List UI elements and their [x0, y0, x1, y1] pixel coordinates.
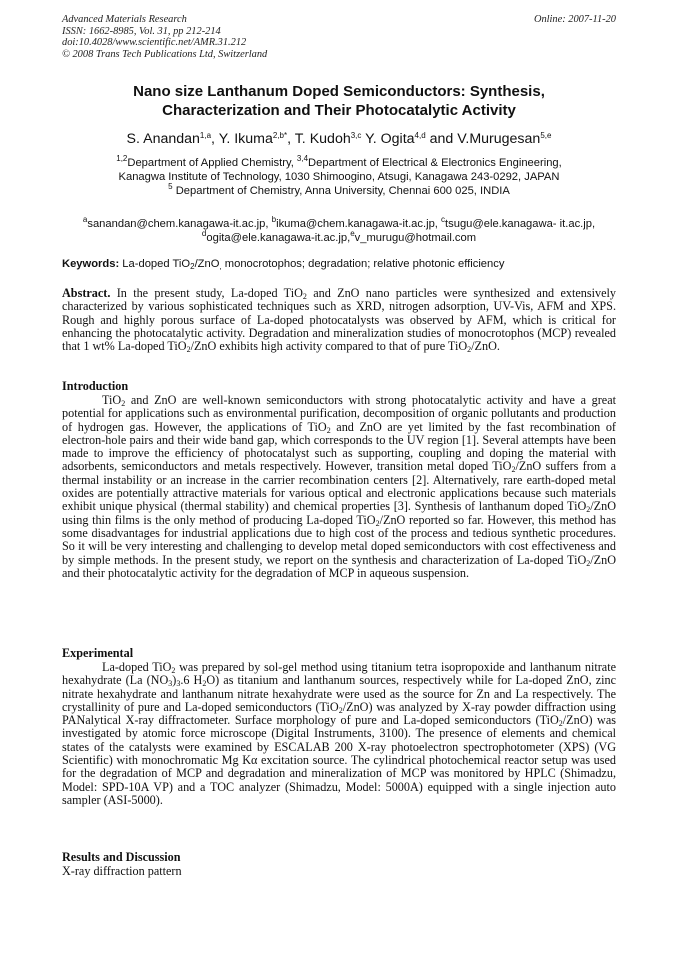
author-emails	[70, 217, 608, 245]
exp-text: was prepared by sol-gel method using titanium tetra isopropoxide and lanthanum nitrate hexahydrate (La (NO	[62, 660, 616, 688]
subscript: 2	[511, 465, 516, 475]
author-affil-sup: 1,a	[199, 131, 212, 140]
subsection-xrd: X-ray diffraction pattern	[62, 864, 182, 878]
intro-text: and ZnO are well-known semiconductors with strong photocatalytic activity and have a great potential for applications such as environmental purification, decomposition of organic pollutants and production of hydrogen gas. However, the applications of TiO	[62, 393, 616, 434]
email-link[interactable]: ikuma@chem.kanagawa-it.ac.jp,	[276, 218, 438, 230]
affil-electrical: Department of Electrical & Electronics Engineering,	[308, 157, 562, 169]
abstract-text: In the present study, La-doped TiO	[110, 286, 303, 300]
section-heading-results: Results and Discussion	[62, 850, 181, 864]
copyright-line: © 2008 Trans Tech Publications Ltd, Switzerland	[62, 48, 268, 60]
email-link[interactable]: v_murugu@hotmail.com	[354, 232, 477, 244]
intro-text: /ZnO using thin films is the only method of producing La-doped TiO	[62, 499, 616, 527]
section-heading-introduction: Introduction	[62, 379, 129, 393]
affiliation-line-1	[62, 156, 616, 170]
author-separator: ,	[211, 131, 219, 147]
affil-sup: 5	[168, 182, 173, 191]
subscript: 2	[202, 679, 207, 689]
abstract	[62, 287, 616, 353]
subscript: 2	[121, 399, 126, 408]
affiliation-line-2: Kanagwa Institute of Technology, 1030 Shimoogino, Atsugi, Kanagawa 243-0292, JAPAN	[118, 171, 560, 183]
section-heading-experimental: Experimental	[62, 646, 134, 660]
email-link[interactable]: tsugu@ele.kanagawa-	[445, 218, 557, 230]
author-name: S. Anandan	[126, 131, 200, 147]
exp-text: O) as titanium and lanthanum sources, respectively while for La-doped ZnO, zinc nitrate hexahydrate and lanthanum nitrate hexahydrate were used as the source for Zn and La respectively. The crystallinity of pure and La-doped semiconductors (TiO	[62, 673, 617, 714]
intro-text: /ZnO and their photocatalytic activity for the degradation of MCP in aqueous suspension.	[62, 552, 616, 580]
affil-sup: 3,4	[296, 154, 309, 163]
author-affil-sup: 2,b*	[272, 131, 288, 140]
keywords-text: La-doped TiO	[119, 258, 191, 270]
affiliations	[62, 156, 616, 198]
intro-text: /ZnO reported so far. However, this method has some disadvantages for industrial applications due to high cost of the process and tedious synthetic procedures. So it will be very interesting and challenging to develop metal doped semiconductors with cost effectiveness and by simple methods. In the present study, we report on the synthesis and characterization of La-doped TiO	[62, 512, 616, 567]
exp-text: .6 H	[180, 673, 203, 688]
subscript: 2	[326, 425, 331, 435]
subscript: 2	[586, 505, 591, 515]
subscript: 2	[302, 292, 307, 301]
issn-line: ISSN: 1662-8985, Vol. 31, pp 212-214	[62, 25, 221, 37]
email-sup: b	[271, 215, 277, 224]
email-sup: c	[441, 215, 446, 224]
email-link[interactable]: sanandan@chem.kanagawa-it.ac.jp,	[87, 218, 269, 230]
experimental-paragraph	[62, 661, 616, 807]
author-affil-sup: 4,d	[414, 131, 426, 140]
journal-name: Advanced Materials Research	[62, 14, 187, 25]
email-sup: e	[350, 229, 355, 238]
author-name: Y. Ikuma	[218, 131, 273, 147]
exp-text: /ZnO) was investigated by atomic force microscope (Digital Instruments, 3100). The presence of elements and chemical states of the catalysts were examined by ESCALAB 200 X-ray photoelectron spectrophotometer (XPS) (VG Scientific) with monochromatic Mg Kα excitation source. The cylindrical photochemical reactor setup was used for the degradation of MCP and degradation and mineralization of MCP was monitored by HPLC (Shimadzu, Model: SPD-10A VP) and a TOC analyzer (Shimadzu, Model: 5000A) equipped with a single injection auto sampler (ASI-5000).	[62, 713, 616, 807]
author-separator: and	[425, 131, 458, 147]
exp-text: )	[172, 673, 177, 688]
intro-text: and ZnO are yet limited by the fast recombination of electron-hole pairs and their wide band gap, which corresponds to the UV region [1]. Several attempts have been made to improve the efficiency of photocatalyst such as supporting, coupling and doping the material with adsorbents, semiconductors and metals respectively. However, transition metal doped TiO	[62, 419, 616, 474]
subscript: 2	[186, 345, 191, 355]
subscript: 2	[190, 262, 195, 271]
subscript: 2	[338, 705, 343, 715]
author-affil-sup: 3,c	[350, 131, 362, 140]
abstract-label: Abstract.	[62, 286, 111, 300]
affiliation-line-3	[62, 184, 616, 198]
subscript: 3	[176, 679, 181, 689]
author-separator: ,	[287, 131, 295, 147]
online-date: Online: 2007-11-20	[533, 14, 616, 25]
email-link[interactable]: it.ac.jp,	[559, 218, 596, 230]
doi-line: doi:10.4028/www.scientific.net/AMR.31.212	[62, 37, 247, 49]
email-link[interactable]: ogita@ele.kanagawa-it.ac.jp,	[206, 232, 351, 244]
email-sup: a	[82, 215, 88, 224]
author-name: T. Kudoh	[294, 131, 351, 147]
exp-text: La-doped TiO	[102, 660, 172, 674]
author-affil-sup: 5,e	[540, 131, 552, 140]
abstract-text: /ZnO.	[471, 339, 500, 354]
keywords-label: Keywords:	[62, 258, 120, 270]
author-list	[62, 130, 616, 148]
subscript: ,	[219, 262, 222, 271]
subscript: 3	[168, 679, 173, 689]
exp-text: /ZnO) was analyzed by X-ray powder diffraction using PANalytical X-ray diffractometer. Surface morphology of pure and La-doped semiconductors (TiO	[62, 699, 616, 728]
title-line-1: Nano size Lanthanum Doped Semiconductors: Synthesis,	[133, 83, 545, 100]
author-name: Y. Ogita	[365, 131, 415, 147]
subscript: 2	[375, 518, 380, 528]
affil-chemistry: Department of Applied Chemistry,	[127, 157, 294, 169]
title-line-2: Characterization and Their Photocatalytic Activity	[162, 102, 516, 119]
subscript: 2	[467, 345, 472, 355]
intro-text: /ZnO suffers from a thermal instability or an increase in the carrier recombination centers [2]. Alternatively, rare earth-doped metal oxides are potentially attractive materials for various optical and electronic applications because such materials exhibit unique physical (thermal stability) and chemical properties [3]. Synthesis of lanthanum doped TiO	[62, 459, 616, 514]
author-name: V.Murugesan	[457, 131, 541, 147]
affil-sup: 1,2	[116, 154, 128, 163]
paper-title	[62, 82, 616, 120]
introduction-paragraph	[62, 394, 616, 580]
email-sup: d	[201, 229, 207, 238]
abstract-text: /ZnO exhibits high activity compared to that of pure TiO	[190, 339, 468, 354]
keywords	[62, 257, 616, 271]
journal-header	[62, 14, 267, 60]
abstract-text: and ZnO nano particles were synthesized and extensively characterized by various sophisticated techniques such as XRD, nitrogen adsorption, UV-Vis, AFM and XPS. Rough and highly porous surface of La-doped photocatalysts was observed by AFM, which is critical for enhancing the photocatalytic activity. Degradation and mineralization studies of monocrotophos (MCP) revealed that 1 wt% La-doped TiO	[62, 286, 616, 354]
keywords-text: monocrotophos; degradation; relative photonic efficiency	[221, 258, 505, 270]
subscript: 2	[586, 558, 591, 568]
intro-text: TiO	[102, 393, 122, 407]
keywords-text: /ZnO	[194, 258, 220, 270]
subscript: 2	[171, 666, 176, 675]
subscript: 2	[558, 719, 563, 729]
affil-anna: Department of Chemistry, Anna University, Chennai 600 025, INDIA	[175, 185, 510, 197]
